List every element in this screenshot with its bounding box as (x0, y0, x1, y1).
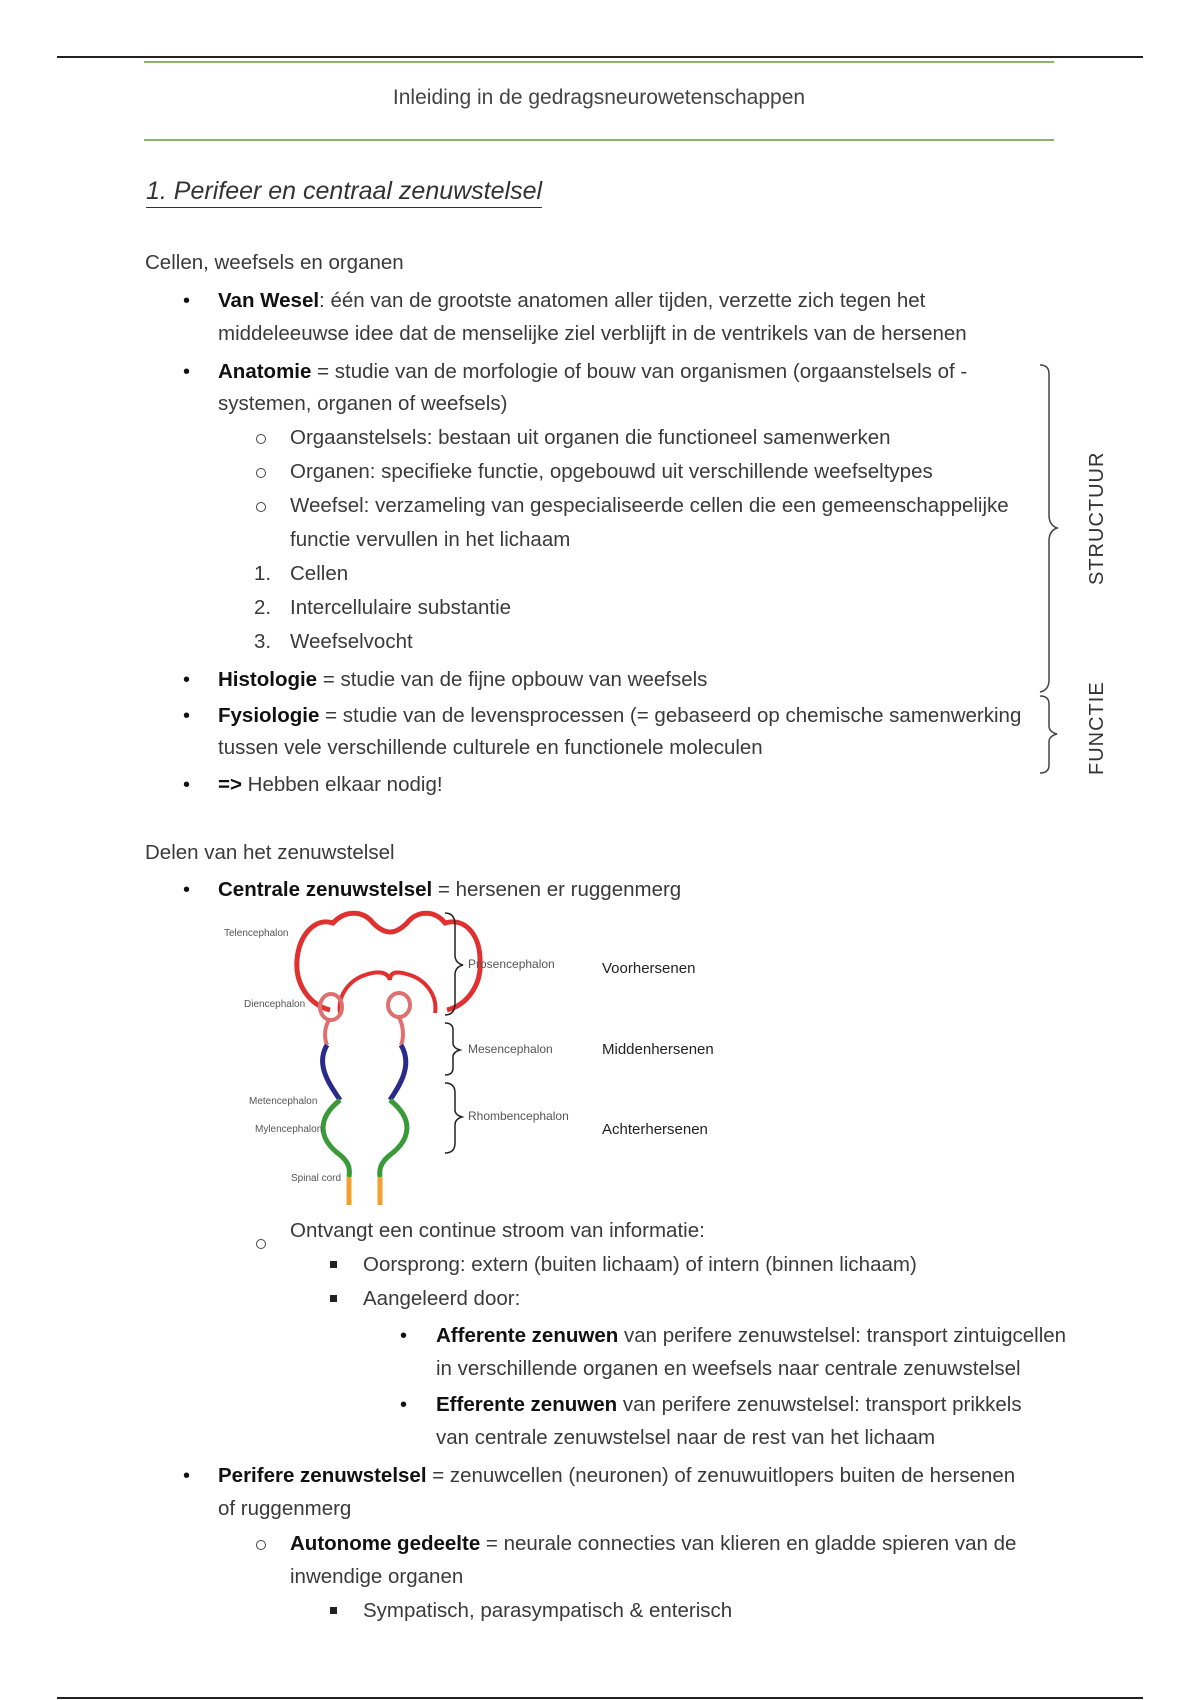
diencephalon-label: Diencephalon (244, 999, 306, 1010)
arrow-symbol: => (218, 773, 242, 796)
circle-bullet-icon (256, 1239, 266, 1249)
section-heading: 1. Perifeer en centraal zenuwstelsel (146, 176, 542, 208)
term: Centrale zenuwstelsel (218, 878, 433, 901)
list-item-continued: systemen, organen of weefsels) (218, 392, 508, 415)
list-item (218, 667, 707, 693)
square-bullet-icon (330, 1295, 337, 1302)
functie-brace (1040, 696, 1057, 773)
sub-sub-item: Aangeleerd door: (363, 1287, 521, 1310)
mesencephalon-brace (445, 1023, 460, 1075)
bullet-icon: • (183, 1465, 191, 1487)
diencephalon-stem (325, 1017, 403, 1045)
circle-bullet-icon (256, 1540, 266, 1550)
header-bottom-line (144, 139, 1054, 141)
bottom-rule (57, 1697, 1143, 1699)
right-braces (1035, 360, 1065, 780)
structuur-brace (1040, 365, 1057, 692)
list-item-continued: of ruggenmerg (218, 1497, 352, 1520)
sub-item: Ontvangt een continue stroom van informatie: (290, 1219, 705, 1242)
term: Anatomie (218, 360, 312, 383)
voorhersenen-label: Voorhersenen (602, 960, 696, 977)
definition: = neurale connecties van klieren en gladde spieren van de (480, 1532, 1017, 1555)
telencephalon-label: Telencephalon (224, 928, 289, 939)
term: Van Wesel (218, 289, 320, 312)
list-item-continued: in verschillende organen en weefsels naar centrale zenuwstelsel (436, 1357, 1021, 1380)
conclusion: Hebben elkaar nodig! (241, 773, 443, 796)
bullet-icon: • (183, 669, 191, 691)
bullet-icon: • (183, 361, 191, 383)
diencephalon-right (388, 993, 410, 1017)
functie-label: FUNCTIE (1086, 681, 1108, 775)
sub-item-continued: functie vervullen in het lichaam (290, 528, 571, 551)
circle-bullet-icon (256, 468, 266, 478)
sub-item: Organen: specifieke functie, opgebouwd uit verschillende weefseltypes (290, 460, 933, 483)
definition: van perifere zenuwstelsel: transport prikkels (617, 1393, 1022, 1416)
subsection-title: Delen van het zenuwstelsel (145, 841, 395, 864)
square-bullet-icon (330, 1261, 337, 1268)
spinal-cord-label: Spinal cord (291, 1173, 342, 1184)
metencephalon-label: Metencephalon (249, 1096, 318, 1107)
prosencephalon-label: Prosencephalon (468, 957, 555, 971)
list-item (218, 877, 681, 903)
definition: van perifere zenuwstelsel: transport zintuigcellen (618, 1324, 1067, 1347)
bullet-icon: • (183, 290, 191, 312)
term: Efferente zenuwen (436, 1393, 618, 1416)
bullet-icon: • (183, 705, 191, 727)
achterhersenen-label: Achterhersenen (602, 1121, 708, 1138)
rhombencephalon-shape (323, 1100, 407, 1177)
sub-item (290, 1531, 1016, 1557)
subsection-title: Cellen, weefsels en organen (145, 251, 404, 274)
number-marker: 3. (254, 630, 272, 653)
list-item-continued: van centrale zenuwstelsel naar de rest van het lichaam (436, 1426, 936, 1449)
sub-sub-item: Sympatisch, parasympatisch & enterisch (363, 1599, 733, 1622)
list-item (218, 359, 967, 385)
list-item (218, 1463, 1015, 1489)
square-bullet-icon (330, 1607, 337, 1614)
prosencephalon-brace (445, 913, 463, 1015)
header-title: Inleiding in de gedragsneurowetenschappen (392, 86, 806, 109)
bullet-icon: • (400, 1325, 408, 1347)
list-item (218, 772, 443, 798)
definition: = studie van de morfologie of bouw van organismen (orgaanstelsels of - (311, 360, 968, 383)
definition: : één van de grootste anatomen aller tijden, verzette zich tegen het (319, 289, 926, 312)
list-item-continued: tussen vele verschillende culturele en functionele moleculen (218, 736, 763, 759)
definition: = studie van de levensprocessen (= gebaseerd op chemische samenwerking (319, 704, 1022, 727)
sub-item: Orgaanstelsels: bestaan uit organen die functioneel samenwerken (290, 426, 891, 449)
bullet-icon: • (183, 774, 191, 796)
list-item (218, 288, 925, 314)
definition: = hersenen er ruggenmerg (432, 878, 682, 901)
term: Perifere zenuwstelsel (218, 1464, 427, 1487)
list-item (436, 1392, 1022, 1418)
term: Afferente zenuwen (436, 1324, 619, 1347)
circle-bullet-icon (256, 434, 266, 444)
number-marker: 1. (254, 562, 272, 585)
rhombencephalon-brace (445, 1083, 462, 1153)
bullet-icon: • (183, 879, 191, 901)
sub-item-continued: inwendige organen (290, 1565, 464, 1588)
term: Fysiologie (218, 704, 320, 727)
mesencephalon-shape (323, 1045, 406, 1100)
sub-sub-item: Oorsprong: extern (buiten lichaam) of intern (binnen lichaam) (363, 1253, 917, 1276)
spinal-cord-shape (349, 1177, 380, 1205)
middenhersenen-label: Middenhersenen (602, 1041, 714, 1058)
term: Autonome gedeelte (290, 1532, 481, 1555)
circle-bullet-icon (256, 502, 266, 512)
numbered-item: Intercellulaire substantie (290, 596, 512, 619)
list-item (436, 1323, 1066, 1349)
list-item-continued: middeleeuwse idee dat de menselijke ziel verblijft in de ventrikels van de hersenen (218, 322, 967, 345)
sub-item: Weefsel: verzameling van gespecialiseerde cellen die een gemeenschappelijke (290, 494, 1009, 517)
numbered-item: Cellen (290, 562, 349, 585)
top-rule (57, 56, 1143, 58)
term: Histologie (218, 668, 318, 691)
mesencephalon-label: Mesencephalon (468, 1042, 553, 1056)
header-top-line (144, 61, 1054, 63)
definition: = studie van de fijne opbouw van weefsels (317, 668, 708, 691)
numbered-item: Weefselvocht (290, 630, 413, 653)
number-marker: 2. (254, 596, 272, 619)
mylencephalon-label: Mylencephalon (255, 1124, 323, 1135)
definition: = zenuwcellen (neuronen) of zenuwuitlopers buiten de hersenen (426, 1464, 1016, 1487)
structuur-label: STRUCTUUR (1086, 451, 1108, 585)
list-item (218, 703, 1021, 729)
bullet-icon: • (400, 1394, 408, 1416)
rhombencephalon-label: Rhombencephalon (468, 1109, 569, 1123)
